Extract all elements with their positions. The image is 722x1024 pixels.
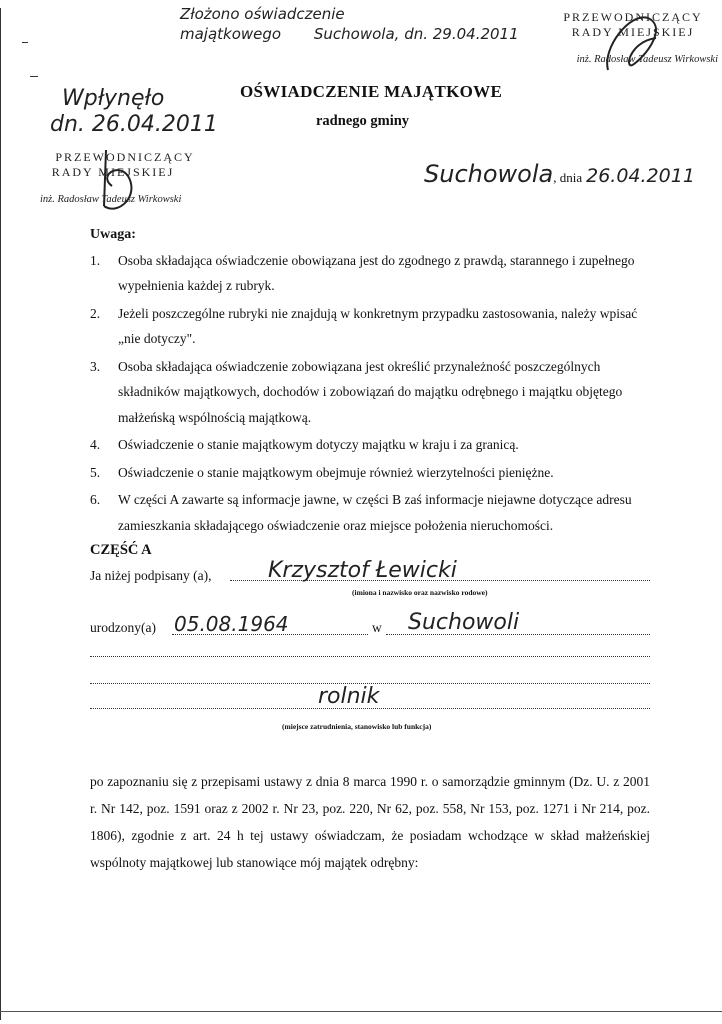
received-note: [50, 86, 218, 138]
note-num: 4.: [90, 437, 101, 452]
employment-row: [90, 684, 650, 710]
note-num: 1.: [90, 252, 101, 268]
note-text: Oświadczenie o stanie majątkowym obejmuje również wierzytelności pieniężne.: [118, 464, 554, 480]
note-item: [90, 248, 650, 299]
closing-paragraph: po zapoznaniu się z przepisami ustawy z dnia 8 marca 1990 r. o samorządzie gminnym (Dz. U. z 2001 r. Nr 142, poz. 1591 oraz z 2002 r. Nr 23, poz. 220, Nr 62, poz. 558, Nr 153, poz. 1271 i Nr 214, poz. 1806), zgodnie z art. 24 h tej ustawy oświadczam, że posiadam wchodzące w skład małżeńskiej wspólnoty majątkowej lub stanowiące mój majątek odrębny:: [90, 774, 650, 870]
note-text: W części A zawarte są informacje jawne, w części B zaś informacje niejawne dotyczące adresu zamieszkania składającego oświadczenie oraz miejsce położenia nieruchomości.: [118, 492, 632, 533]
scan-mark: [0, 8, 1, 1020]
place-date: [424, 160, 695, 188]
note-text: Osoba składająca oświadczenie zobowiązana jest określić przynależność poszczególnych składników majątkowych, dochodów i zobowiązań do majątku odrębnego i majątku objętego małżeńską wspólnością majątkową.: [118, 358, 623, 425]
note-item: [90, 487, 650, 538]
received-line1: Wpłynęło: [62, 86, 165, 111]
stamp-top-line1: PRZEWODNICZĄCY: [563, 10, 703, 24]
note-text: Oświadczenie o stanie majątkowym dotyczy majątku w kraju i za granicą.: [118, 437, 519, 452]
document-subtitle: radnego gminy: [316, 113, 410, 129]
document-title: OŚWIADCZENIE MAJĄTKOWE: [240, 82, 503, 101]
note-text: Osoba składająca oświadczenie obowiązana jest do zgodnego z prawdą, starannego i zupełnego wypełnienia każdej z rubryk.: [118, 252, 635, 293]
top-note-line2: majątkowego: [180, 25, 282, 43]
stamp-left-line1: PRZEWODNICZĄCY: [55, 150, 195, 164]
note-item: [90, 354, 650, 431]
date-label: , dnia: [553, 170, 583, 185]
born-date: 05.08.1964: [174, 612, 289, 636]
note-num: 3.: [90, 358, 101, 374]
blank-dotted-line: [90, 656, 650, 657]
employment-caption: (miejsce zatrudnienia, stanowisko lub funkcja): [282, 722, 432, 731]
date-handwritten: 26.04.2011: [586, 165, 695, 187]
note-text: Jeżeli poszczególne rubryki nie znajdują w konkretnym przypadku zastosowania, należy wpisać „nie dotyczy".: [118, 305, 638, 346]
top-note-line3: Suchowola, dn. 29.04.2011: [313, 25, 519, 43]
note-num: 6.: [90, 492, 101, 507]
notes-section: [90, 222, 650, 540]
top-handwritten-note: [170, 4, 560, 44]
born-label: urodzony(a): [90, 620, 156, 635]
declarant-value: Krzysztof Łewicki: [268, 558, 457, 583]
note-item: [90, 460, 650, 486]
stamp-left-line2: RADY MIEJSKIEJ: [51, 165, 175, 179]
born-in-label: w: [372, 620, 382, 635]
stamp-top-name: inż. Radosław Tadeusz Wirkowski: [576, 54, 718, 65]
received-line2: dn. 26.04.2011: [50, 112, 218, 137]
stamp-top-line2: RADY MIEJSKIEJ: [571, 25, 695, 39]
signature-left: [88, 146, 148, 228]
note-item: [90, 432, 650, 458]
note-num: 5.: [90, 464, 101, 480]
note-num: 2.: [90, 305, 101, 321]
signature-top: [600, 8, 670, 78]
declarant-caption: (imiona i nazwisko oraz nazwisko rodowe): [352, 588, 488, 597]
stamp-left-name: inż. Radosław Tadeusz Wirkowski: [40, 194, 182, 205]
scan-mark: [22, 42, 28, 43]
notes-heading: Uwaga:: [90, 227, 136, 242]
part-a-heading: CZĘŚĆ A: [90, 542, 152, 558]
scan-mark: [30, 76, 38, 77]
born-place: Suchowoli: [408, 610, 520, 635]
place-handwritten: Suchowola: [424, 160, 554, 188]
declarant-row: [90, 558, 650, 586]
note-item: [90, 301, 650, 352]
bottom-scan-edge: [0, 1011, 722, 1012]
born-row: [90, 612, 650, 638]
notes-list: [90, 248, 650, 539]
employment-value: rolnik: [318, 684, 380, 709]
top-note-line1: Złożono oświadczenie: [180, 5, 345, 23]
declarant-label: Ja niżej podpisany (a),: [90, 568, 212, 583]
